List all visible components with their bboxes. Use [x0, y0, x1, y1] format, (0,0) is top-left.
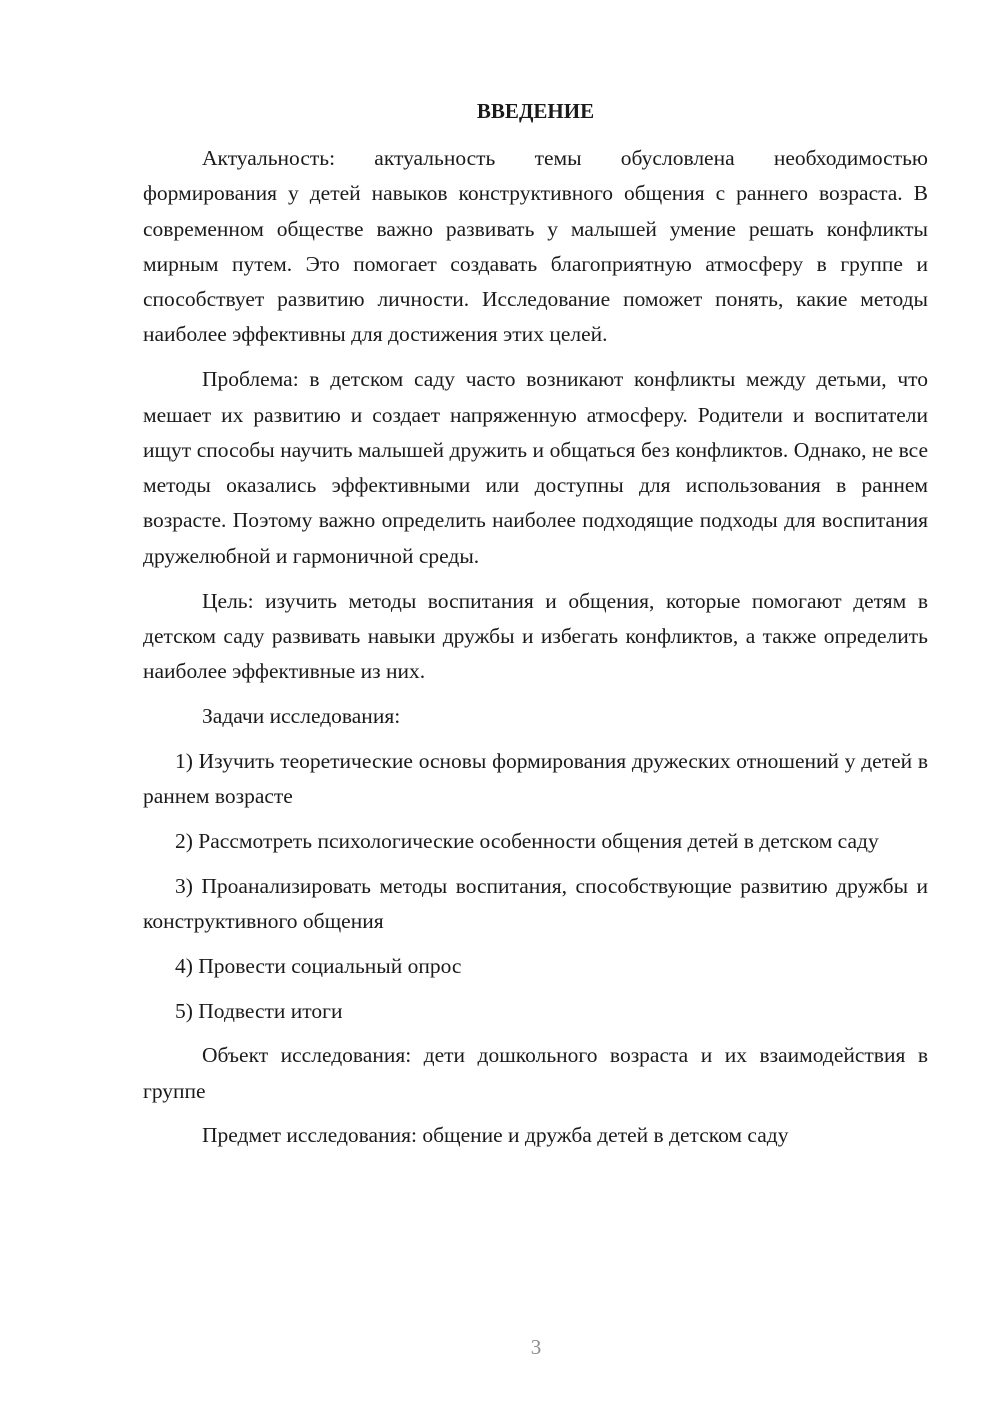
- page-number: 3: [530, 1335, 542, 1359]
- problem-paragraph: Проблема: в детском саду часто возникают конфликты между детьми, что мешает их развитию и создает напряженную атмосферу. Родители и воспитатели ищут способы научить малышей дружить и общаться без конфликтов. Однако, не все методы оказались эффективными или доступны для использования в раннем возрасте. Поэтому важно определить наиболее подходящие подходы для воспитания дружелюбной и гармоничной среды.: [143, 367, 928, 568]
- object-paragraph: Объект исследования: дети дошкольного возраста и их взаимодействия в группе: [143, 1043, 928, 1103]
- task-item-3: 3) Проанализировать методы воспитания, способствующие развитию дружбы и конструктивного общения: [143, 873, 928, 933]
- goal-paragraph: Цель: изучить методы воспитания и общения, которые помогают детям в детском саду развивать навыки дружбы и избегать конфликтов, а также определить наиболее эффективные из них.: [143, 588, 928, 684]
- page-title: ВВЕДЕНИЕ: [476, 99, 595, 123]
- document-body: [143, 141, 928, 1163]
- relevance-paragraph: Актуальность: актуальность темы обусловлена необходимостью формирования у детей навыков конструктивного общения с раннего возраста. В современном обществе важно развивать у малышей умение решать конфликты мирным путем. Это помогает создавать благоприятную атмосферу в группе и способствует развитию личности. Исследование поможет понять, какие методы наиболее эффективны для достижения этих целей.: [143, 146, 928, 347]
- subject-paragraph: Предмет исследования: общение и дружба детей в детском саду: [202, 1123, 789, 1148]
- task-item-5: 5) Подвести итоги: [175, 998, 343, 1023]
- task-item-2: 2) Рассмотреть психологические особенности общения детей в детском саду: [175, 828, 879, 853]
- task-item-1: 1) Изучить теоретические основы формирования дружеских отношений у детей в раннем возрасте: [143, 748, 928, 809]
- task-item-4: 4) Провести социальный опрос: [175, 953, 462, 978]
- tasks-heading: Задачи исследования:: [202, 703, 401, 728]
